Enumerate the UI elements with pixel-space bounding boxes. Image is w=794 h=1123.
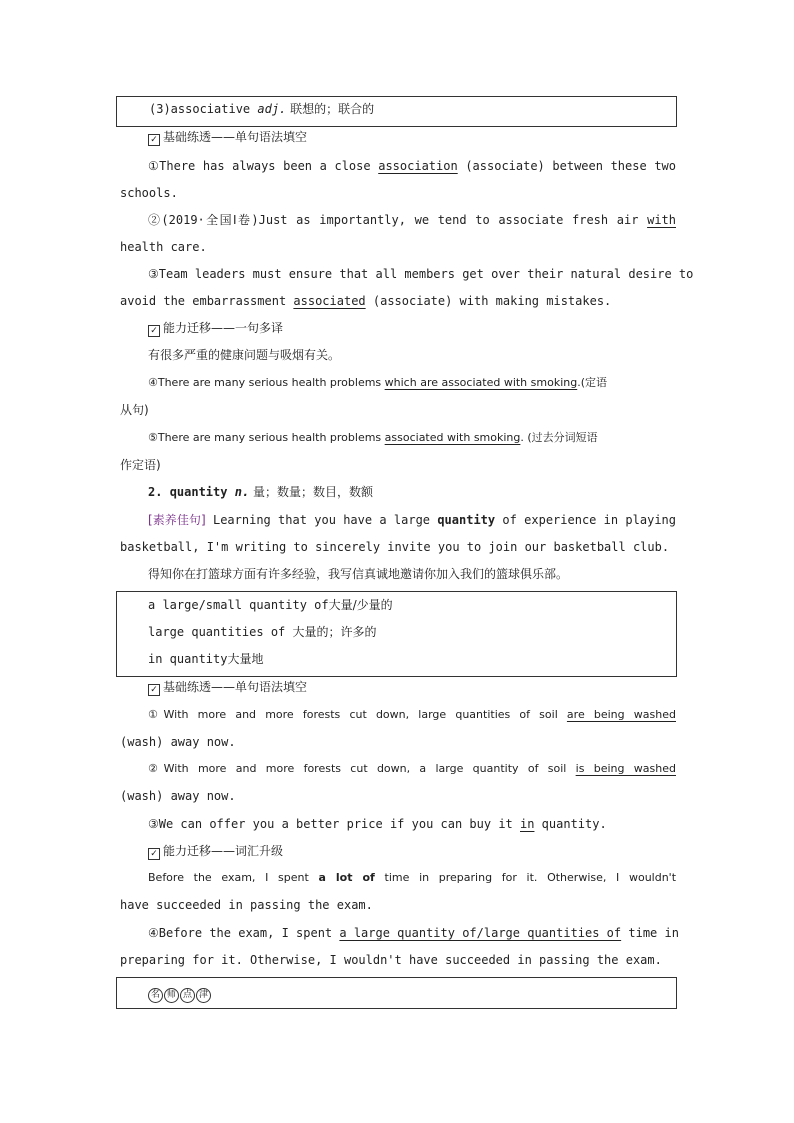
answer-blank: association: [378, 159, 458, 173]
exercise-item: ①With more and more forests cut down, large quantities of soil are being washed: [148, 708, 676, 721]
exercise-item: ①There has always been a close association (associate) between these two: [148, 159, 676, 173]
answer-blank: a large quantity of/large quantities of: [339, 926, 622, 940]
example-translation: 得知你在打篮球方面有许多经验，我写信真诚地邀请你加入我们的篮球俱乐部。: [148, 567, 569, 581]
chinese-sentence: 有很多严重的健康问题与吸烟有关。: [148, 348, 341, 362]
answer-blank: in: [520, 817, 535, 831]
checkbox-icon: ✓: [148, 684, 160, 696]
answer-blank: with: [647, 213, 676, 227]
teacher-tips-label: 名 师 点 津: [148, 986, 212, 1003]
definition-box: [116, 96, 677, 127]
section-header: ✓ 能力迁移——词汇升级: [148, 843, 676, 860]
exercise-continuation: schools.: [120, 186, 178, 200]
phrase-line: a large/small quantity of大量/少量的: [148, 598, 393, 612]
original-continuation: have succeeded in passing the exam.: [120, 898, 373, 912]
tag-label: [素养佳句]: [148, 513, 206, 527]
exercise-continuation: (wash) away now.: [120, 789, 236, 803]
exercise-item: ②(2019·全国Ⅰ卷)Just as importantly, we tend to associate fresh air with: [148, 213, 676, 227]
section-header: ✓ 能力迁移——一句多译: [148, 320, 676, 337]
example-continuation: basketball, I'm writing to sincerely invite you to join our basketball club.: [120, 540, 670, 554]
answer-blank: are being washed: [566, 708, 676, 721]
exercise-continuation: (wash) away now.: [120, 735, 236, 749]
headword: quantity: [169, 485, 228, 499]
exercise-item: ③Team leaders must ensure that all members get over their natural desire to: [148, 267, 694, 281]
checkbox-icon: ✓: [148, 134, 160, 146]
phrase-line: in quantity大量地: [148, 652, 264, 666]
answer-blank: which are associated with smoking: [384, 376, 578, 389]
answer-blank: associated with smoking: [384, 431, 521, 444]
original-sentence: Before the exam, I spent a lot of time in preparing for it. Otherwise, I wouldn't: [148, 871, 677, 884]
section-header: ✓ 基础练透——单句语法填空: [148, 129, 676, 146]
definition-line: (3)associative adj. 联想的；联合的: [149, 102, 375, 116]
phrase-line: large quantities of 大量的；许多的: [148, 625, 377, 639]
teacher-tips-box: [116, 977, 677, 1009]
exercise-item: ③We can offer you a better price if you can buy it in quantity.: [148, 817, 607, 831]
exercise-continuation: 作定语): [120, 458, 161, 472]
exercise-item: ④Before the exam, I spent a large quantity of/large quantities of time in: [148, 926, 679, 940]
exercise-item: ②With more and more forests cut down, a large quantity of soil is being washed: [148, 762, 676, 775]
exercise-item: ④There are many serious health problems which are associated with smoking.(定语: [148, 376, 608, 389]
section-header: ✓ 基础练透——单句语法填空: [148, 679, 676, 696]
answer-blank: is being washed: [575, 762, 676, 775]
phrase-box: [116, 591, 677, 677]
exercise-continuation: 从句): [120, 403, 149, 417]
example-sentence: [素养佳句] Learning that you have a large quantity of experience in playing: [148, 513, 676, 527]
exercise-item: ⑤There are many serious health problems associated with smoking. (过去分词短语: [148, 431, 598, 444]
answer-blank: associated: [293, 294, 366, 308]
checkbox-icon: ✓: [148, 325, 160, 337]
exercise-continuation: health care.: [120, 240, 207, 254]
exercise-continuation: avoid the embarrassment associated (associate) with making mistakes.: [120, 294, 612, 308]
word-entry-heading: 2. quantity n. 量；数量；数目，数额: [148, 485, 373, 499]
checkbox-icon: ✓: [148, 848, 160, 860]
exercise-continuation: preparing for it. Otherwise, I wouldn't have succeeded in passing the exam.: [120, 953, 662, 967]
